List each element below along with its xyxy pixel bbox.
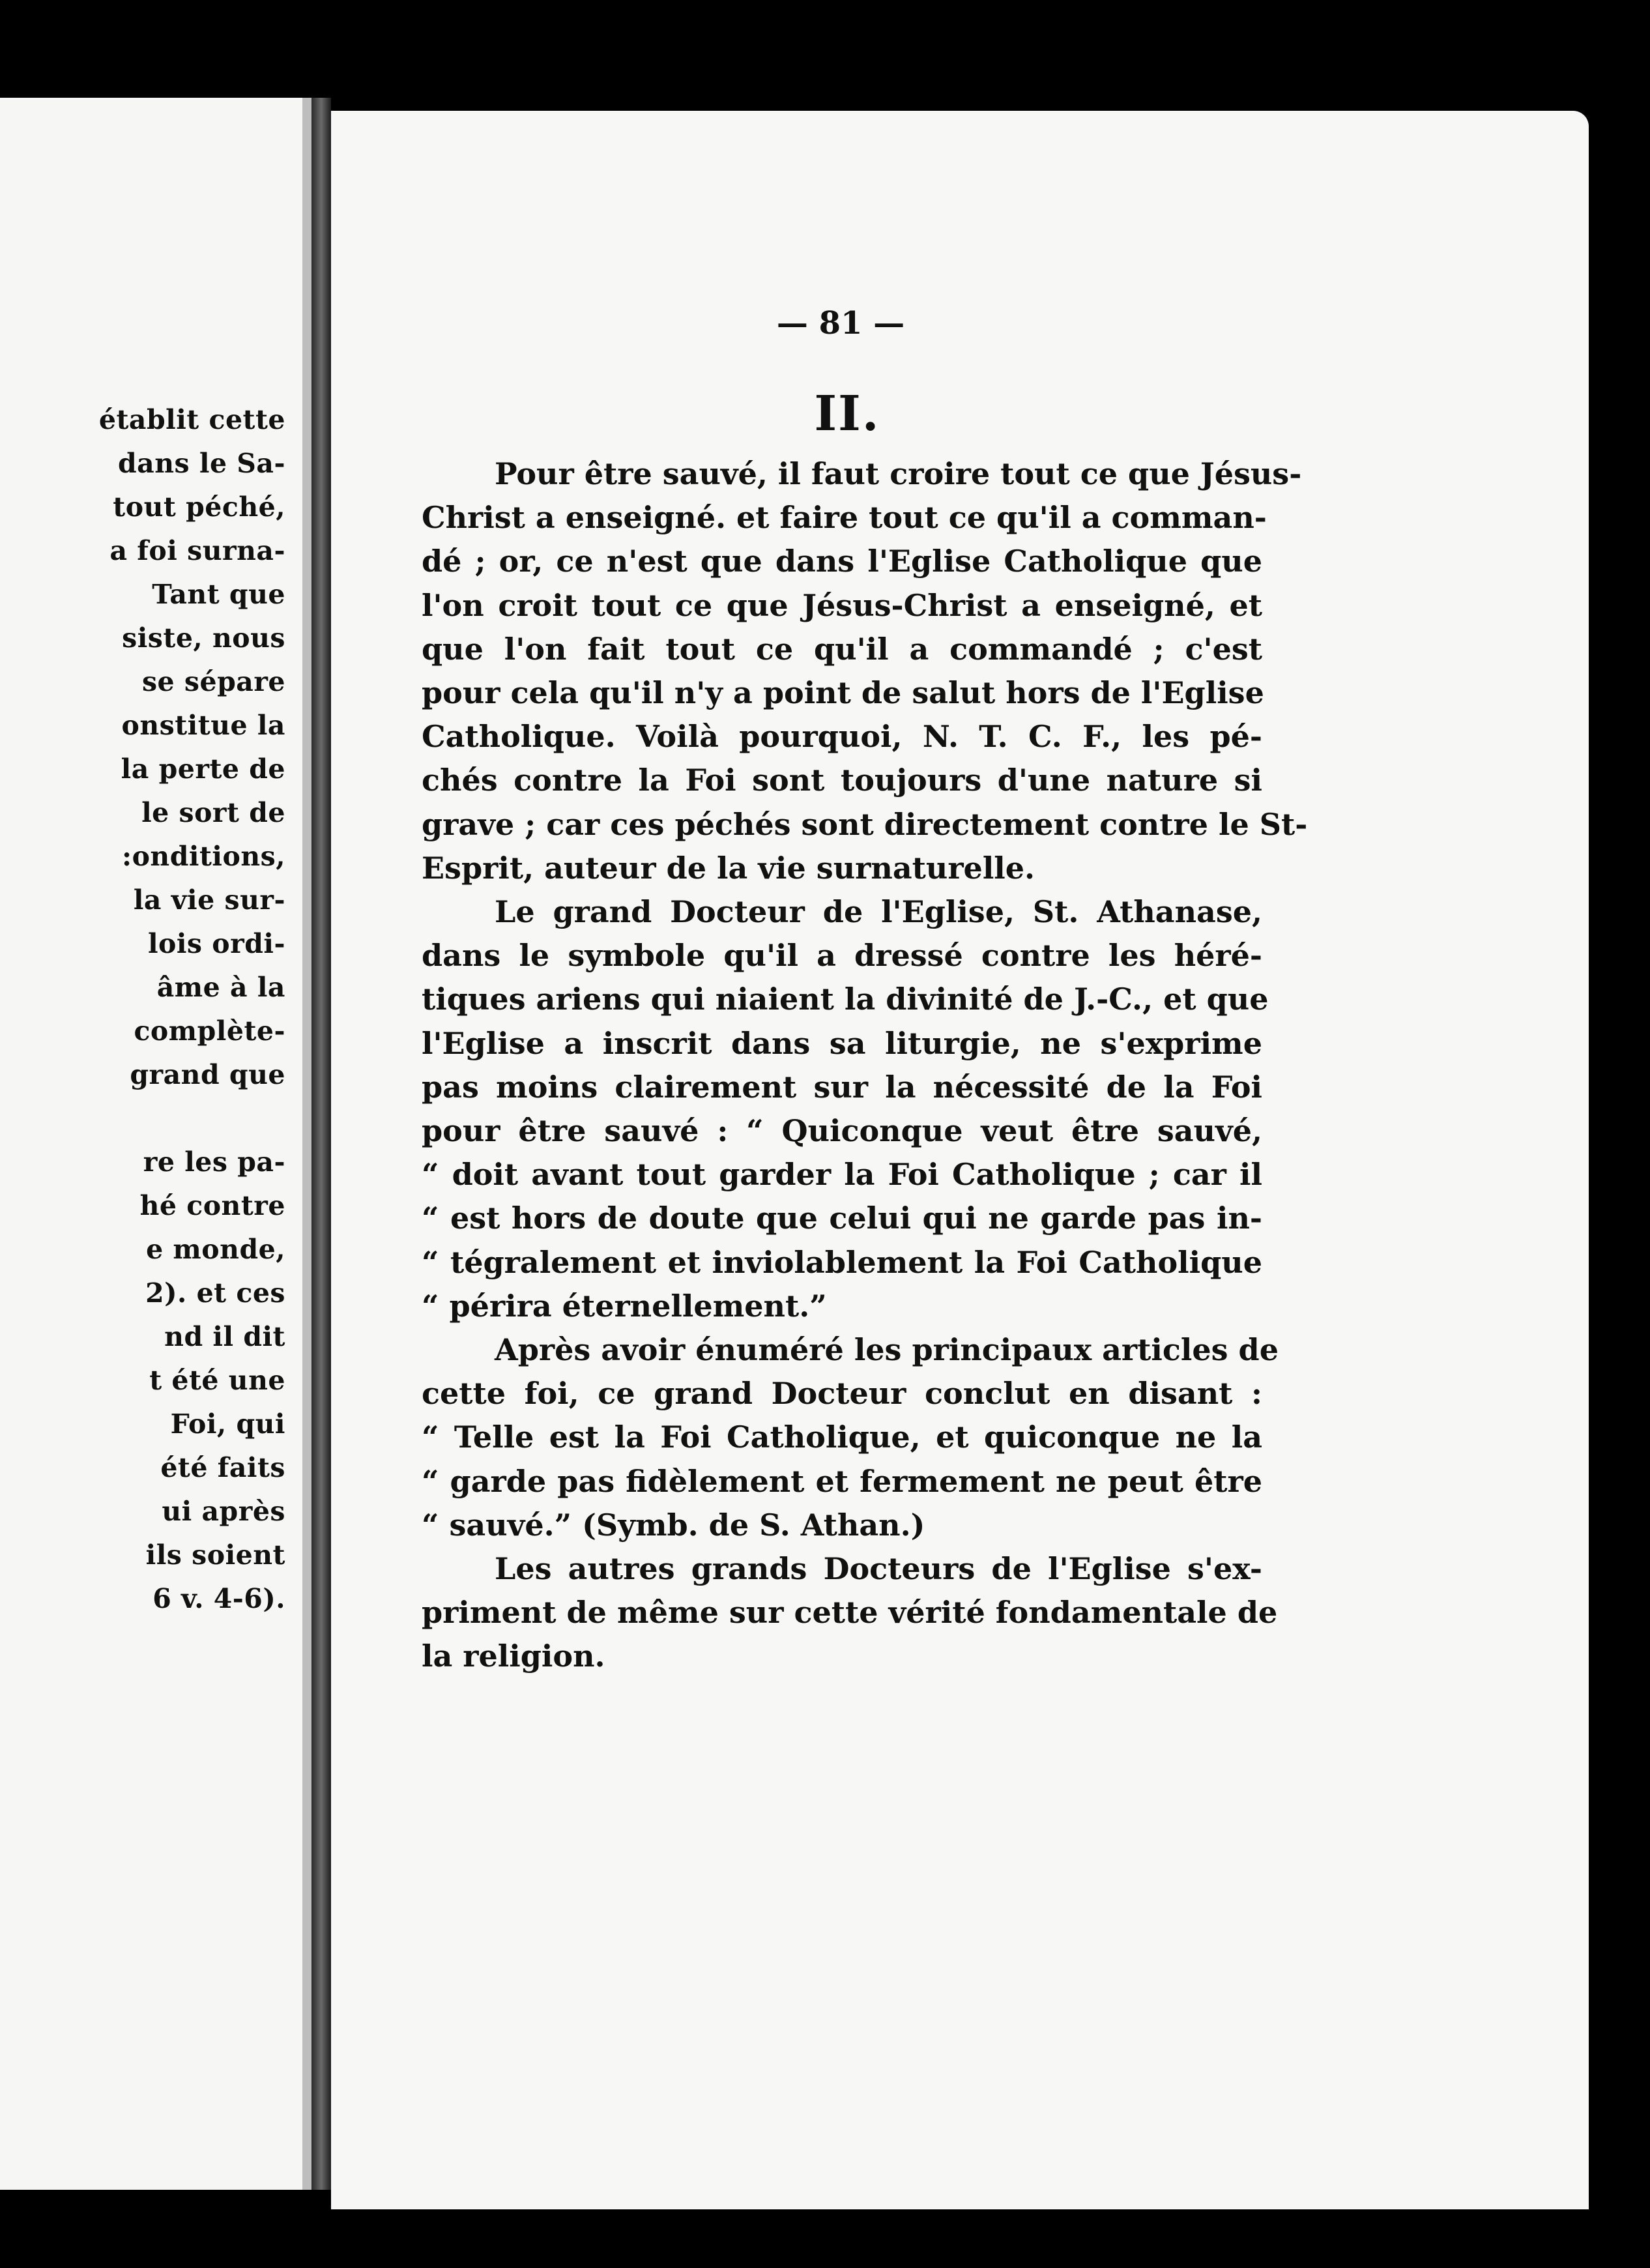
paragraph-2-line: “ périra éternellement.” xyxy=(422,1288,827,1324)
left-page-line: la perte de xyxy=(121,753,285,785)
paragraph-1-line: l'on croit tout ce que Jésus-Christ a enseigné, et xyxy=(422,588,1262,623)
paragraph-3-line: “ garde pas fidèlement et fermement ne peut être xyxy=(422,1464,1262,1499)
page-gutter xyxy=(302,98,311,2190)
paragraph-3-line: “ Telle est la Foi Catholique, et quiconque ne la xyxy=(422,1419,1262,1455)
left-page-line: établit cette xyxy=(98,404,285,435)
paragraph-1-line: Esprit, auteur de la vie surnaturelle. xyxy=(422,850,1035,886)
left-page-line: 6 v. 4-6). xyxy=(152,1583,285,1614)
paragraph-2-line: pas moins clairement sur la nécessité de la Foi xyxy=(422,1069,1262,1105)
left-page-line: ui après xyxy=(162,1496,285,1527)
paragraph-4-line: la religion. xyxy=(422,1638,605,1674)
left-page-line: tout péché, xyxy=(113,491,285,523)
paragraph-1-line: pour cela qu'il n'y a point de salut hors de l'Eglise xyxy=(422,675,1264,710)
paragraph-3-line: “ sauvé.” (Symb. de S. Athan.) xyxy=(422,1507,925,1543)
paragraph-3-line: Après avoir énuméré les principaux articles de xyxy=(495,1332,1279,1367)
left-page-line: ils soient xyxy=(145,1539,285,1571)
left-page xyxy=(0,98,311,2190)
paragraph-1-line: chés contre la Foi sont toujours d'une nature si xyxy=(422,763,1262,798)
left-page-line: âme à la xyxy=(156,972,285,1003)
paragraph-2-line: “ tégralement et inviolablement la Foi Catholique xyxy=(422,1245,1262,1280)
book-spine xyxy=(311,98,331,2190)
paragraph-4-line: Les autres grands Docteurs de l'Eglise s'ex- xyxy=(495,1551,1262,1586)
paragraph-1-line: Catholique. Voilà pourquoi, N. T. C. F., les pé- xyxy=(422,719,1262,754)
left-page-line: siste, nous xyxy=(122,622,285,654)
left-page-line: dans le Sa- xyxy=(117,448,285,479)
paragraph-2-line: pour être sauvé : “ Quiconque veut être sauvé, xyxy=(422,1113,1262,1148)
left-page-line: la vie sur- xyxy=(133,884,285,916)
paragraph-2-line: tiques ariens qui niaient la divinité de J.-C., et que xyxy=(422,981,1269,1017)
left-page-line: hé contre xyxy=(139,1190,285,1221)
left-page-line: onstitue la xyxy=(121,710,285,741)
left-page-line: 2). et ces xyxy=(145,1277,285,1309)
paragraph-1-line: dé ; or, ce n'est que dans l'Eglise Catholique que xyxy=(422,544,1262,579)
left-page-line: e monde, xyxy=(146,1234,285,1265)
left-page-line: :onditions, xyxy=(121,841,285,872)
left-page-line: Tant que xyxy=(152,579,285,610)
left-page-line: a foi surna- xyxy=(109,535,285,566)
paragraph-3-line: cette foi, ce grand Docteur conclut en disant : xyxy=(422,1376,1262,1411)
paragraph-1-line: Pour être sauvé, il faut croire tout ce que Jésus- xyxy=(495,456,1302,491)
section-heading: II. xyxy=(814,386,880,442)
left-page-line: complète- xyxy=(134,1015,285,1047)
paragraph-2-line: “ doit avant tout garder la Foi Catholique ; car il xyxy=(422,1157,1262,1192)
page-number: — 81 — xyxy=(776,305,905,342)
left-page-line: t été une xyxy=(149,1365,285,1396)
left-page-line: nd il dit xyxy=(164,1321,285,1352)
paragraph-2-line: “ est hors de doute que celui qui ne garde pas in- xyxy=(422,1200,1262,1236)
paragraph-2-line: Le grand Docteur de l'Eglise, St. Athanase, xyxy=(495,894,1262,929)
paragraph-1-line: Christ a enseigné. et faire tout ce qu'il a comman- xyxy=(422,500,1267,535)
paragraph-1-line: que l'on fait tout ce qu'il a commandé ; c'est xyxy=(422,632,1262,667)
paragraph-4-line: priment de même sur cette vérité fondamentale de xyxy=(422,1595,1278,1630)
left-page-line: le sort de xyxy=(141,797,285,828)
paragraph-1-line: grave ; car ces péchés sont directement contre le St- xyxy=(422,807,1308,842)
left-page-line: lois ordi- xyxy=(147,928,285,959)
paragraph-2-line: l'Eglise a inscrit dans sa liturgie, ne s'exprime xyxy=(422,1026,1262,1061)
paragraph-2-line: dans le symbole qu'il a dressé contre les héré- xyxy=(422,938,1262,973)
left-page-line: été faits xyxy=(160,1452,285,1483)
left-page-line: se sépare xyxy=(141,666,285,697)
left-page-line: Foi, qui xyxy=(170,1408,285,1440)
left-page-line: grand que xyxy=(130,1059,285,1090)
left-page-line: re les pa- xyxy=(143,1146,285,1178)
